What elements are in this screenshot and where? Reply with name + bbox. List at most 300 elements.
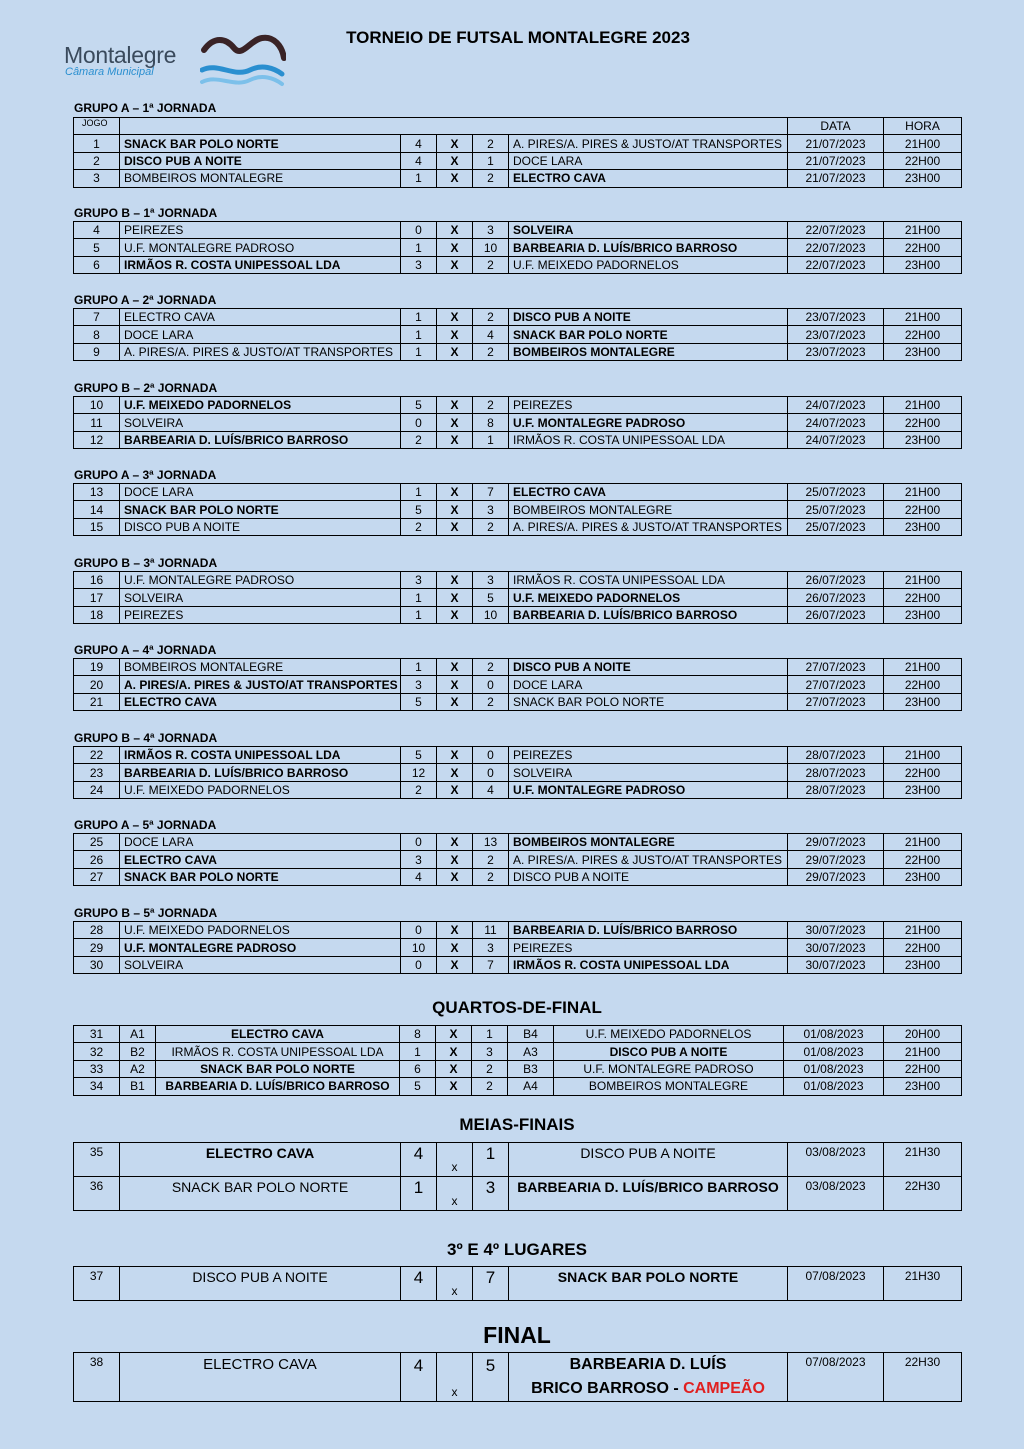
match-date: 23/07/2023	[788, 326, 884, 343]
table-row	[74, 747, 962, 764]
group-heading: GRUPO A – 2ª JORNADA	[74, 293, 217, 307]
home-score: 1	[401, 170, 437, 187]
match-time: 21H00	[884, 309, 962, 326]
away-score: 2	[473, 256, 509, 273]
home-score: 0	[401, 414, 437, 431]
home-team: DISCO PUB A NOITE	[120, 152, 401, 169]
match-date: 27/07/2023	[788, 693, 884, 710]
away-team: SNACK BAR POLO NORTE	[509, 1267, 788, 1301]
table-row	[74, 484, 962, 501]
match-number: 11	[74, 414, 120, 431]
home-team: DOCE LARA	[120, 326, 401, 343]
home-score: 4	[401, 1267, 437, 1301]
match-date: 03/08/2023	[788, 1177, 884, 1211]
match-date: 22/07/2023	[788, 239, 884, 256]
away-score: 10	[473, 239, 509, 256]
quarters-title: QUARTOS-DE-FINAL	[432, 998, 602, 1017]
group-table	[73, 308, 962, 361]
group-table	[73, 571, 962, 624]
away-team: DISCO PUB A NOITE	[509, 1143, 788, 1177]
match-time: 21H30	[884, 1143, 962, 1177]
away-score: 0	[473, 764, 509, 781]
home-team: BOMBEIROS MONTALEGRE	[120, 659, 401, 676]
match-number: 22	[74, 747, 120, 764]
semis-title: MEIAS-FINAIS	[459, 1115, 575, 1134]
match-time: 23H00	[884, 170, 962, 187]
vs-mark: X	[437, 868, 473, 885]
vs-mark: X	[437, 518, 473, 535]
home-score: 2	[401, 518, 437, 535]
table-row	[74, 606, 962, 623]
group-heading: GRUPO A – 1ª JORNADA	[74, 101, 217, 115]
match-number: 15	[74, 518, 120, 535]
group-heading: GRUPO B – 4ª JORNADA	[74, 731, 218, 745]
home-score: 5	[400, 1078, 436, 1095]
home-score: 1	[401, 326, 437, 343]
table-row	[74, 135, 962, 152]
away-team: DOCE LARA	[509, 676, 788, 693]
vs-mark: X	[437, 431, 473, 448]
page-title: TORNEIO DE FUTSAL MONTALEGRE 2023	[346, 28, 690, 47]
home-score: 1	[401, 589, 437, 606]
match-number: 33	[74, 1060, 120, 1077]
match-date: 27/07/2023	[788, 659, 884, 676]
match-number: 4	[74, 222, 120, 239]
table-row	[74, 256, 962, 273]
away-score: 4	[473, 326, 509, 343]
match-date: 23/07/2023	[788, 343, 884, 360]
match-number: 21	[74, 693, 120, 710]
home-score: 1	[401, 484, 437, 501]
table-row	[74, 152, 962, 169]
home-score: 2	[401, 431, 437, 448]
third-place-table	[73, 1266, 962, 1301]
away-team: U.F. MEIXEDO PADORNELOS	[509, 256, 788, 273]
away-team: A. PIRES/A. PIRES & JUSTO/AT TRANSPORTES	[509, 135, 788, 152]
match-date: 27/07/2023	[788, 676, 884, 693]
table-row	[74, 834, 962, 851]
match-time: 23H00	[884, 956, 962, 973]
match-number: 17	[74, 589, 120, 606]
table-row	[74, 414, 962, 431]
match-time: 23H00	[884, 1078, 962, 1095]
match-time: 22H00	[884, 589, 962, 606]
away-score: 2	[473, 343, 509, 360]
home-team: BARBEARIA D. LUÍS/BRICO BARROSO	[120, 431, 401, 448]
home-score: 1	[401, 309, 437, 326]
vs-mark: X	[437, 764, 473, 781]
home-team: IRMÃOS R. COSTA UNIPESSOAL LDA	[120, 256, 401, 273]
group-table	[73, 746, 962, 799]
group-heading: GRUPO B – 3ª JORNADA	[74, 556, 218, 570]
home-team: BARBEARIA D. LUÍS/BRICO BARROSO	[156, 1078, 400, 1095]
home-score: 0	[401, 222, 437, 239]
away-team: DISCO PUB A NOITE	[509, 659, 788, 676]
match-time: 23H00	[884, 781, 962, 798]
match-time: 22H00	[884, 939, 962, 956]
away-score: 4	[473, 781, 509, 798]
away-team: ELECTRO CAVA	[509, 484, 788, 501]
match-time: 21H30	[884, 1267, 962, 1301]
match-number: 19	[74, 659, 120, 676]
home-score: 4	[401, 152, 437, 169]
match-time: 22H30	[884, 1177, 962, 1211]
match-date: 21/07/2023	[788, 152, 884, 169]
match-number: 25	[74, 834, 120, 851]
away-team: PEIREZES	[509, 747, 788, 764]
match-date: 01/08/2023	[784, 1060, 884, 1077]
group-heading: GRUPO B – 1ª JORNADA	[74, 206, 218, 220]
group-table	[73, 833, 962, 886]
vs-mark: X	[437, 501, 473, 518]
away-score: 1	[473, 1143, 509, 1177]
home-team: U.F. MEIXEDO PADORNELOS	[120, 781, 401, 798]
final-home-team: ELECTRO CAVA	[120, 1353, 401, 1402]
home-team: ELECTRO CAVA	[120, 1143, 401, 1177]
away-team: IRMÃOS R. COSTA UNIPESSOAL LDA	[509, 956, 788, 973]
vs-mark: X	[437, 659, 473, 676]
away-seed: A3	[508, 1043, 554, 1060]
home-team: U.F. MONTALEGRE PADROSO	[120, 572, 401, 589]
away-score: 2	[473, 851, 509, 868]
table-row	[74, 239, 962, 256]
match-time: 20H00	[884, 1026, 962, 1043]
match-time: 21H00	[884, 659, 962, 676]
away-team: BARBEARIA D. LUÍS/BRICO BARROSO	[509, 1177, 788, 1211]
away-team: BOMBEIROS MONTALEGRE	[509, 834, 788, 851]
away-score: 13	[473, 834, 509, 851]
table-row	[74, 326, 962, 343]
match-time: 23H00	[884, 693, 962, 710]
match-date: 22/07/2023	[788, 222, 884, 239]
away-team: U.F. MEIXEDO PADORNELOS	[554, 1026, 784, 1043]
table-row	[74, 939, 962, 956]
away-team: BARBEARIA D. LUÍS/BRICO BARROSO	[509, 239, 788, 256]
away-team: A. PIRES/A. PIRES & JUSTO/AT TRANSPORTES	[509, 518, 788, 535]
vs-mark: X	[436, 1078, 472, 1095]
match-number: 26	[74, 851, 120, 868]
match-time: 22H00	[884, 676, 962, 693]
home-team: A. PIRES/A. PIRES & JUSTO/AT TRANSPORTES	[120, 343, 401, 360]
away-team: DISCO PUB A NOITE	[554, 1043, 784, 1060]
table-row	[74, 501, 962, 518]
final-away-line2: BRICO BARROSO	[531, 1380, 669, 1397]
home-score: 1	[401, 659, 437, 676]
away-score: 2	[473, 659, 509, 676]
match-number: 2	[74, 152, 120, 169]
match-number: 37	[74, 1267, 120, 1301]
match-number: 32	[74, 1043, 120, 1060]
match-date: 30/07/2023	[788, 956, 884, 973]
away-score: 2	[473, 518, 509, 535]
match-time: 23H00	[884, 606, 962, 623]
away-team: SOLVEIRA	[509, 764, 788, 781]
vs-mark: X	[436, 1043, 472, 1060]
home-team: U.F. MONTALEGRE PADROSO	[120, 239, 401, 256]
vs-mark: X	[437, 781, 473, 798]
home-team: ELECTRO CAVA	[120, 851, 401, 868]
home-score: 3	[401, 851, 437, 868]
away-score: 0	[473, 676, 509, 693]
match-number: 16	[74, 572, 120, 589]
home-score: 8	[400, 1026, 436, 1043]
group-table	[73, 396, 962, 449]
group-table	[73, 221, 962, 274]
table-row	[74, 1177, 962, 1211]
vs-mark: X	[437, 484, 473, 501]
match-date: 21/07/2023	[788, 170, 884, 187]
match-time: 22H00	[884, 239, 962, 256]
match-date: 26/07/2023	[788, 606, 884, 623]
vs-mark: X	[437, 956, 473, 973]
match-number: 12	[74, 431, 120, 448]
home-team: BARBEARIA D. LUÍS/BRICO BARROSO	[120, 764, 401, 781]
away-score: 7	[473, 1267, 509, 1301]
home-team: ELECTRO CAVA	[156, 1026, 400, 1043]
match-number: 24	[74, 781, 120, 798]
match-date: 23/07/2023	[788, 309, 884, 326]
match-time: 23H00	[884, 868, 962, 885]
away-score: 10	[473, 606, 509, 623]
match-number: 7	[74, 309, 120, 326]
match-date: 22/07/2023	[788, 256, 884, 273]
match-time: 21H00	[884, 1043, 962, 1060]
group-heading: GRUPO A – 5ª JORNADA	[74, 818, 217, 832]
table-row	[74, 309, 962, 326]
match-time: 21H00	[884, 222, 962, 239]
home-team: U.F. MEIXEDO PADORNELOS	[120, 922, 401, 939]
home-team: IRMÃOS R. COSTA UNIPESSOAL LDA	[156, 1043, 400, 1060]
final-title: FINAL	[483, 1322, 551, 1348]
table-row	[74, 781, 962, 798]
match-time: 23H00	[884, 431, 962, 448]
away-score: 7	[473, 484, 509, 501]
home-score: 5	[401, 397, 437, 414]
final-away-team	[509, 1353, 788, 1402]
match-date: 21/07/2023	[788, 135, 884, 152]
match-time: 22H00	[884, 501, 962, 518]
home-team: PEIREZES	[120, 222, 401, 239]
vs-mark: X	[437, 693, 473, 710]
match-number: 28	[74, 922, 120, 939]
away-score: 3	[473, 501, 509, 518]
away-seed: B3	[508, 1060, 554, 1077]
vs-mark: X	[437, 239, 473, 256]
table-row	[74, 1026, 962, 1043]
vs-mark: X	[437, 135, 473, 152]
home-score: 1	[401, 239, 437, 256]
group-table	[73, 117, 962, 188]
home-seed: A2	[120, 1060, 156, 1077]
away-team: BOMBEIROS MONTALEGRE	[509, 501, 788, 518]
away-score: 1	[473, 431, 509, 448]
away-team: BARBEARIA D. LUÍS/BRICO BARROSO	[509, 606, 788, 623]
table-row	[74, 1143, 962, 1177]
match-date: 01/08/2023	[784, 1026, 884, 1043]
match-time: 23H00	[884, 518, 962, 535]
match-time: 21H00	[884, 747, 962, 764]
match-time: 22H00	[884, 764, 962, 781]
home-team: SOLVEIRA	[120, 414, 401, 431]
group-table	[73, 483, 962, 536]
away-team: U.F. MONTALEGRE PADROSO	[509, 781, 788, 798]
home-team: A. PIRES/A. PIRES & JUSTO/AT TRANSPORTES	[120, 676, 401, 693]
home-team: PEIREZES	[120, 606, 401, 623]
final-away-score: 5	[473, 1353, 509, 1402]
home-team: SNACK BAR POLO NORTE	[120, 135, 401, 152]
match-date: 28/07/2023	[788, 747, 884, 764]
away-score: 11	[473, 922, 509, 939]
vs-mark: X	[437, 747, 473, 764]
match-number: 13	[74, 484, 120, 501]
home-team: SNACK BAR POLO NORTE	[156, 1060, 400, 1077]
away-score: 0	[473, 747, 509, 764]
match-time: 21H00	[884, 572, 962, 589]
away-seed: A4	[508, 1078, 554, 1095]
vs-mark: X	[437, 343, 473, 360]
vs-mark: X	[437, 170, 473, 187]
data-header: DATA	[788, 118, 884, 135]
match-time: 22H00	[884, 851, 962, 868]
away-team: U.F. MEIXEDO PADORNELOS	[509, 589, 788, 606]
away-score: 2	[473, 397, 509, 414]
match-number: 5	[74, 239, 120, 256]
home-team: DISCO PUB A NOITE	[120, 1267, 401, 1301]
away-score: 2	[473, 135, 509, 152]
home-team: SNACK BAR POLO NORTE	[120, 868, 401, 885]
match-date: 26/07/2023	[788, 572, 884, 589]
match-date: 29/07/2023	[788, 834, 884, 851]
table-row	[74, 170, 962, 187]
match-time: 21H00	[884, 834, 962, 851]
vs-mark: X	[436, 1026, 472, 1043]
away-team: U.F. MONTALEGRE PADROSO	[554, 1060, 784, 1077]
vs-mark: X	[437, 222, 473, 239]
vs-mark: X	[437, 606, 473, 623]
away-score: 1	[472, 1026, 508, 1043]
home-seed: B2	[120, 1043, 156, 1060]
semis-table	[73, 1142, 962, 1211]
match-date: 25/07/2023	[788, 518, 884, 535]
group-heading: GRUPO B – 5ª JORNADA	[74, 906, 218, 920]
away-score: 2	[473, 170, 509, 187]
match-number: 27	[74, 868, 120, 885]
third-place-title: 3º E 4º LUGARES	[447, 1240, 587, 1259]
match-number: 30	[74, 956, 120, 973]
home-score: 0	[401, 922, 437, 939]
match-date: 29/07/2023	[788, 868, 884, 885]
match-number: 3	[74, 170, 120, 187]
vs-mark: X	[437, 939, 473, 956]
home-score: 3	[401, 572, 437, 589]
away-team: DISCO PUB A NOITE	[509, 868, 788, 885]
vs-mark: X	[437, 676, 473, 693]
table-row	[74, 851, 962, 868]
home-score: 4	[401, 1143, 437, 1177]
home-score: 10	[401, 939, 437, 956]
match-number: 29	[74, 939, 120, 956]
vs-mark: X	[437, 414, 473, 431]
away-score: 2	[473, 693, 509, 710]
away-team: DISCO PUB A NOITE	[509, 309, 788, 326]
final-table	[73, 1352, 962, 1402]
home-score: 5	[401, 501, 437, 518]
hora-header: HORA	[884, 118, 962, 135]
match-number: 14	[74, 501, 120, 518]
home-score: 0	[401, 834, 437, 851]
match-time: 22H00	[884, 414, 962, 431]
away-score: 2	[472, 1078, 508, 1095]
vs-mark: X	[437, 589, 473, 606]
away-score: 1	[473, 152, 509, 169]
match-time: 22H00	[884, 326, 962, 343]
table-row	[74, 922, 962, 939]
vs-mark: X	[437, 397, 473, 414]
home-team: SNACK BAR POLO NORTE	[120, 501, 401, 518]
match-number: 31	[74, 1026, 120, 1043]
away-score: 7	[473, 956, 509, 973]
match-time: 21H00	[884, 397, 962, 414]
match-number: 6	[74, 256, 120, 273]
home-team: ELECTRO CAVA	[120, 693, 401, 710]
away-seed: B4	[508, 1026, 554, 1043]
group-heading: GRUPO A – 4ª JORNADA	[74, 643, 217, 657]
home-team: DISCO PUB A NOITE	[120, 518, 401, 535]
home-score: 3	[401, 256, 437, 273]
home-score: 1	[401, 606, 437, 623]
home-score: 1	[400, 1043, 436, 1060]
match-date: 30/07/2023	[788, 922, 884, 939]
table-row	[74, 397, 962, 414]
home-team: U.F. MEIXEDO PADORNELOS	[120, 397, 401, 414]
home-seed: A1	[120, 1026, 156, 1043]
match-date: 29/07/2023	[788, 851, 884, 868]
match-date: 07/08/2023	[788, 1267, 884, 1301]
quarters-table	[73, 1025, 962, 1096]
vs-mark: x	[437, 1177, 473, 1211]
home-score: 1	[401, 343, 437, 360]
home-team: ELECTRO CAVA	[120, 309, 401, 326]
table-row	[74, 589, 962, 606]
vs-mark: X	[437, 834, 473, 851]
away-team: BARBEARIA D. LUÍS/BRICO BARROSO	[509, 922, 788, 939]
away-team: BOMBEIROS MONTALEGRE	[554, 1078, 784, 1095]
match-number: 36	[74, 1177, 120, 1211]
table-row	[74, 956, 962, 973]
table-row	[74, 1043, 962, 1060]
match-number: 1	[74, 135, 120, 152]
home-score: 4	[401, 135, 437, 152]
home-team: SOLVEIRA	[120, 956, 401, 973]
match-date: 24/07/2023	[788, 414, 884, 431]
away-team: SOLVEIRA	[509, 222, 788, 239]
table-row	[74, 764, 962, 781]
away-score: 5	[473, 589, 509, 606]
final-home-score: 4	[401, 1353, 437, 1402]
vs-mark: X	[437, 326, 473, 343]
away-team: PEIREZES	[509, 939, 788, 956]
table-row	[74, 1060, 962, 1077]
group-heading: GRUPO A – 3ª JORNADA	[74, 468, 217, 482]
away-score: 3	[473, 222, 509, 239]
home-score: 0	[401, 956, 437, 973]
final-away-line1: BARBEARIA D. LUÍS	[569, 1356, 727, 1373]
table-row	[74, 518, 962, 535]
match-date: 25/07/2023	[788, 484, 884, 501]
home-score: 2	[401, 781, 437, 798]
match-time: 21H00	[884, 484, 962, 501]
match-number: 9	[74, 343, 120, 360]
